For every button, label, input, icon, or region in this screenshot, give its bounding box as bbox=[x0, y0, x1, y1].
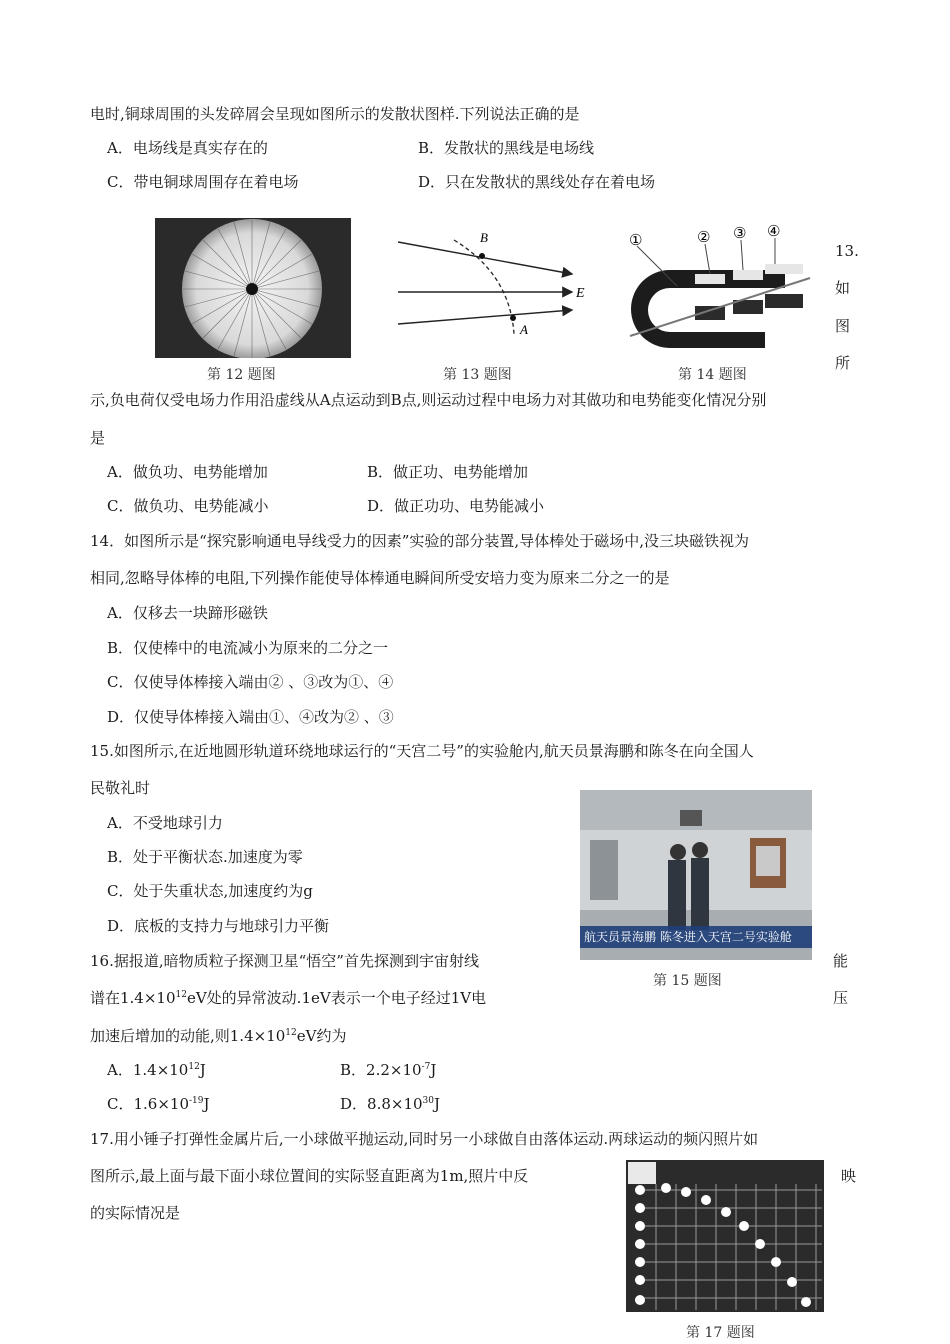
q13-number: 13. bbox=[835, 242, 859, 260]
point-a bbox=[510, 315, 516, 321]
q13-side-char-1: 如 bbox=[835, 279, 851, 297]
fig15-banner: 航天员景海鹏 陈冬进入天宫二号实验舱 bbox=[584, 930, 792, 944]
q12-option-c: C．带电铜球周围存在着电场 bbox=[107, 173, 299, 191]
q16-option-b: B．$2.2\times 10^{-7}J$ bbox=[340, 1061, 437, 1079]
field-line-bottom bbox=[398, 310, 572, 324]
q13-stem-line-2: 是 bbox=[90, 429, 106, 447]
horseshoe-magnets-apparatus-illustration bbox=[615, 218, 820, 358]
q16-option-d: D．$8.8\times 10^{30}J$ bbox=[340, 1095, 441, 1113]
fig13-caption: 第 13 题图 bbox=[443, 367, 512, 383]
copper-ball bbox=[246, 283, 258, 295]
q15-stem-line-1: 15.如图所示,在近地圆形轨道环绕地球运行的“天宫二号”的实验舱内,航天员景海鹏和陈冬在向全国人 bbox=[90, 742, 754, 760]
q13-option-c: C．做负功、电势能减小 bbox=[107, 497, 269, 515]
q14-option-b: B．仅使棒中的电流减小为原来的二分之一 bbox=[107, 639, 389, 657]
q13-option-a: A．做负功、电势能增加 bbox=[107, 463, 268, 481]
fig12-image bbox=[155, 218, 351, 358]
q13-stem-line-1: 示,负电荷仅受电场力作用沿虚线从A点运动到B点,则运动过程中电场力对其做功和电势能变化情况分别 bbox=[90, 391, 767, 409]
q16-side-char-1: 能 bbox=[833, 952, 849, 970]
q13-side-char-2: 图 bbox=[835, 317, 851, 335]
fig13-image bbox=[392, 222, 597, 358]
q16-stem-line-2: 谱在$1.4\times 10^{12}eV$处的异常波动.1eV表示一个电子经过1V电 bbox=[90, 989, 487, 1007]
point-b bbox=[479, 253, 485, 259]
mark-2: ② bbox=[697, 228, 711, 246]
label-a: A bbox=[520, 322, 528, 337]
q12-stem-line: 电时,铜球周围的头发碎屑会呈现如图所示的发散状图样.下列说法正确的是 bbox=[90, 105, 580, 123]
mark-3: ③ bbox=[733, 224, 747, 242]
q12-option-b: B．发散状的黑线是电场线 bbox=[418, 139, 595, 157]
q12-option-a: A．电场线是真实存在的 bbox=[107, 139, 268, 157]
q16-option-a: A．$1.4\times 10^{12}J$ bbox=[107, 1061, 206, 1079]
label-e: E bbox=[576, 286, 585, 301]
q14-stem-line-2: 相同,忽略导体棒的电阻,下列操作能使导体棒通电瞬间所受安培力变为原来二分之一的是 bbox=[90, 569, 670, 587]
fig15-caption: 第 15 题图 bbox=[653, 973, 722, 989]
mark-1: ① bbox=[629, 231, 643, 249]
q17-stem-line-1: 17.用小锤子打弹性金属片后,一小球做平抛运动,同时另一小球做自由落体运动.两球运动的频闪照片如 bbox=[90, 1130, 759, 1148]
label-b: B bbox=[480, 230, 488, 245]
fig17-photo bbox=[626, 1160, 824, 1312]
q16-stem-line-3: 加速后增加的动能,则$1.4\times 10^{12}eV$约为 bbox=[90, 1027, 347, 1045]
mark-4: ④ bbox=[767, 222, 781, 240]
electric-field-lines-diagram bbox=[392, 222, 597, 358]
fig14-caption: 第 14 题图 bbox=[678, 367, 747, 383]
q16-stem-line-1: 16.据报道,暗物质粒子探测卫星“悟空”首先探测到宇宙射线 bbox=[90, 952, 479, 970]
field-line-top bbox=[398, 242, 572, 274]
q15-option-d: D．底板的支持力与地球引力平衡 bbox=[107, 917, 330, 935]
q13-option-d: D．做正功功、电势能减小 bbox=[367, 497, 545, 515]
hair-radial-pattern-illustration bbox=[155, 218, 351, 358]
q15-option-a: A．不受地球引力 bbox=[107, 814, 223, 832]
q14-option-c: C．仅使导体棒接入端由② 、③改为①、④ bbox=[107, 673, 394, 691]
fig12-caption: 第 12 题图 bbox=[207, 367, 276, 383]
q12-option-d: D．只在发散状的黑线处存在着电场 bbox=[418, 173, 656, 191]
q14-option-a: A．仅移去一块蹄形磁铁 bbox=[107, 604, 268, 622]
fig15-photo bbox=[580, 790, 812, 960]
fig17-caption: 第 17 题图 bbox=[686, 1325, 755, 1341]
falling-ball-sequence bbox=[635, 1185, 645, 1305]
q14-stem-line-1: 14．如图所示是“探究影响通电导线受力的因素”实验的部分装置,导体棒处于磁场中,没三块磁铁视为 bbox=[90, 532, 749, 550]
q13-side-char-3: 所 bbox=[835, 354, 851, 372]
q17-stem-line-3: 的实际情况是 bbox=[90, 1204, 181, 1222]
q15-option-b: B．处于平衡状态.加速度为零 bbox=[107, 848, 303, 866]
strobe-photo-grid bbox=[626, 1160, 824, 1312]
q13-option-b: B．做正功、电势能增加 bbox=[367, 463, 529, 481]
q14-option-d: D．仅使导体棒接入端由①、④改为② 、③ bbox=[107, 708, 394, 726]
q16-side-char-2: 压 bbox=[833, 989, 849, 1007]
q17-stem-line-2: 图所示,最上面与最下面小球位置间的实际竖直距离为1m,照片中反 bbox=[90, 1167, 529, 1185]
q15-option-c: C．处于失重状态,加速度约为g bbox=[107, 882, 313, 900]
q16-option-c: C．$1.6\times 10^{-19}J$ bbox=[107, 1095, 210, 1113]
fig14-image bbox=[615, 218, 820, 358]
q17-side-char: 映 bbox=[841, 1167, 857, 1185]
q15-stem-line-2: 民敬礼时 bbox=[90, 779, 151, 797]
